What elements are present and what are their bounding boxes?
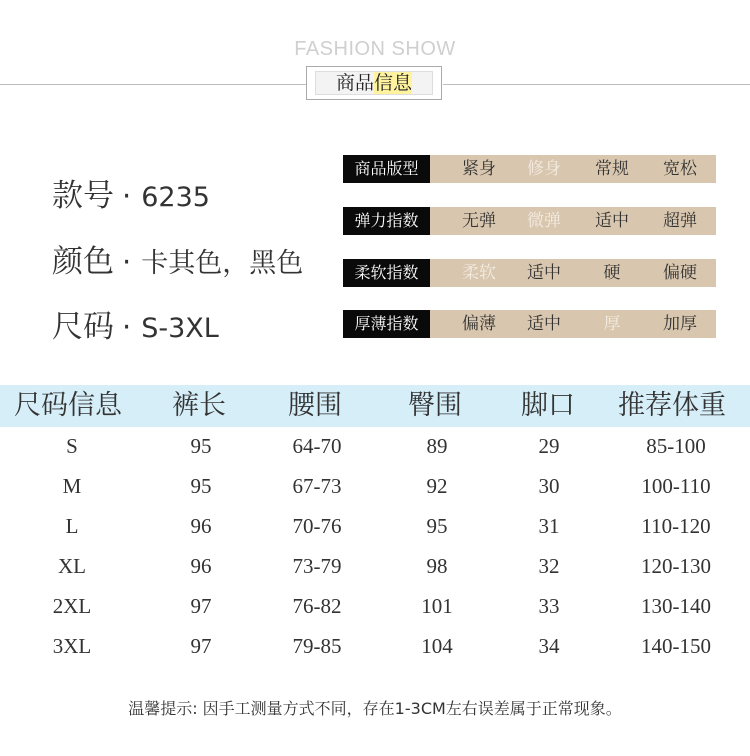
prop-options [430, 310, 716, 338]
cell-size: M [62, 474, 82, 498]
info-separator: · [122, 310, 132, 344]
cell-size: 2XL [52, 594, 92, 618]
header-rule-right [443, 84, 750, 85]
cell-weight: 100-110 [641, 474, 711, 498]
prop-option-selected: 修身 [527, 159, 561, 179]
prop-row-thickness [343, 310, 716, 338]
prop-option: 常规 [595, 159, 629, 179]
prop-label: 柔软指数 [343, 259, 430, 287]
cell-size: S [66, 434, 78, 458]
info-size [52, 301, 219, 346]
prop-row-softness [343, 259, 716, 287]
measurement-note: 温馨提示: 因手工测量方式不同，存在1-3CM左右误差属于正常现象。 [128, 699, 622, 718]
cell-weight: 140-150 [641, 634, 711, 658]
prop-options [430, 259, 716, 287]
prop-options [430, 155, 716, 183]
cell-waist: 64-70 [292, 434, 342, 458]
info-separator: · [122, 245, 132, 279]
section-title-part-2: 信息 [374, 72, 413, 94]
cell-hem: 33 [538, 594, 560, 618]
prop-row-elasticity [343, 207, 716, 235]
info-label: 尺码 [52, 309, 114, 345]
prop-option: 偏硬 [663, 263, 697, 283]
prop-option: 加厚 [663, 314, 697, 334]
column-header-waist: 腰围 [288, 390, 342, 421]
cell-length: 97 [190, 594, 212, 618]
cell-hip: 92 [426, 474, 448, 498]
column-header-hip: 臀围 [408, 390, 462, 421]
prop-option-selected: 微弹 [527, 211, 561, 231]
cell-hip: 101 [421, 594, 453, 618]
info-value: 卡其色，黑色 [141, 248, 304, 279]
cell-hem: 31 [538, 514, 560, 538]
cell-weight: 85-100 [646, 434, 706, 458]
info-value: S-3XL [141, 313, 219, 344]
cell-hem: 32 [538, 554, 560, 578]
cell-hip: 98 [426, 554, 448, 578]
info-style-number [52, 170, 210, 215]
prop-label: 商品版型 [343, 155, 430, 183]
cell-size: 3XL [52, 634, 92, 658]
column-header-size: 尺码信息 [14, 390, 122, 421]
prop-label: 厚薄指数 [343, 310, 430, 338]
prop-option: 紧身 [462, 159, 496, 179]
column-header-weight: 推荐体重 [618, 390, 726, 421]
size-table-header [0, 385, 750, 427]
prop-option: 超弹 [663, 211, 697, 231]
info-label: 款号 [52, 178, 114, 214]
prop-option: 硬 [603, 263, 621, 283]
cell-weight: 120-130 [641, 554, 711, 578]
cell-length: 96 [190, 514, 212, 538]
info-separator: · [122, 179, 132, 213]
cell-weight: 110-120 [641, 514, 711, 538]
cell-hip: 104 [421, 634, 453, 658]
cell-length: 97 [190, 634, 212, 658]
prop-option: 适中 [527, 314, 561, 334]
prop-option: 适中 [527, 263, 561, 283]
column-header-length: 裤长 [172, 390, 226, 421]
cell-size: XL [58, 554, 86, 578]
prop-option: 无弹 [462, 211, 496, 231]
cell-hip: 95 [426, 514, 448, 538]
prop-option-selected: 柔软 [462, 263, 496, 283]
prop-option: 宽松 [663, 159, 697, 179]
prop-row-fit [343, 155, 716, 183]
cell-size: L [65, 514, 79, 538]
cell-length: 96 [190, 554, 212, 578]
prop-option-selected: 厚 [603, 314, 621, 334]
section-title [315, 71, 433, 95]
header-rule-left [0, 84, 306, 85]
cell-waist: 70-76 [292, 514, 342, 538]
cell-hem: 30 [538, 474, 560, 498]
header-watermark: FASHION SHOW [294, 38, 456, 60]
prop-option: 适中 [595, 211, 629, 231]
section-title-part-1: 商品 [335, 72, 374, 94]
cell-waist: 79-85 [292, 634, 342, 658]
cell-hem: 29 [538, 434, 560, 458]
cell-hem: 34 [538, 634, 560, 658]
info-value: 6235 [141, 182, 210, 213]
cell-length: 95 [190, 434, 212, 458]
cell-waist: 73-79 [292, 554, 342, 578]
info-color [52, 236, 303, 281]
prop-options [430, 207, 716, 235]
cell-length: 95 [190, 474, 212, 498]
prop-label: 弹力指数 [343, 207, 430, 235]
prop-option: 偏薄 [462, 314, 496, 334]
section-title-box [306, 66, 442, 100]
info-label: 颜色 [52, 244, 114, 280]
cell-waist: 67-73 [292, 474, 342, 498]
cell-waist: 76-82 [292, 594, 342, 618]
cell-hip: 89 [426, 434, 448, 458]
column-header-hem: 脚口 [521, 390, 575, 421]
cell-weight: 130-140 [641, 594, 711, 618]
